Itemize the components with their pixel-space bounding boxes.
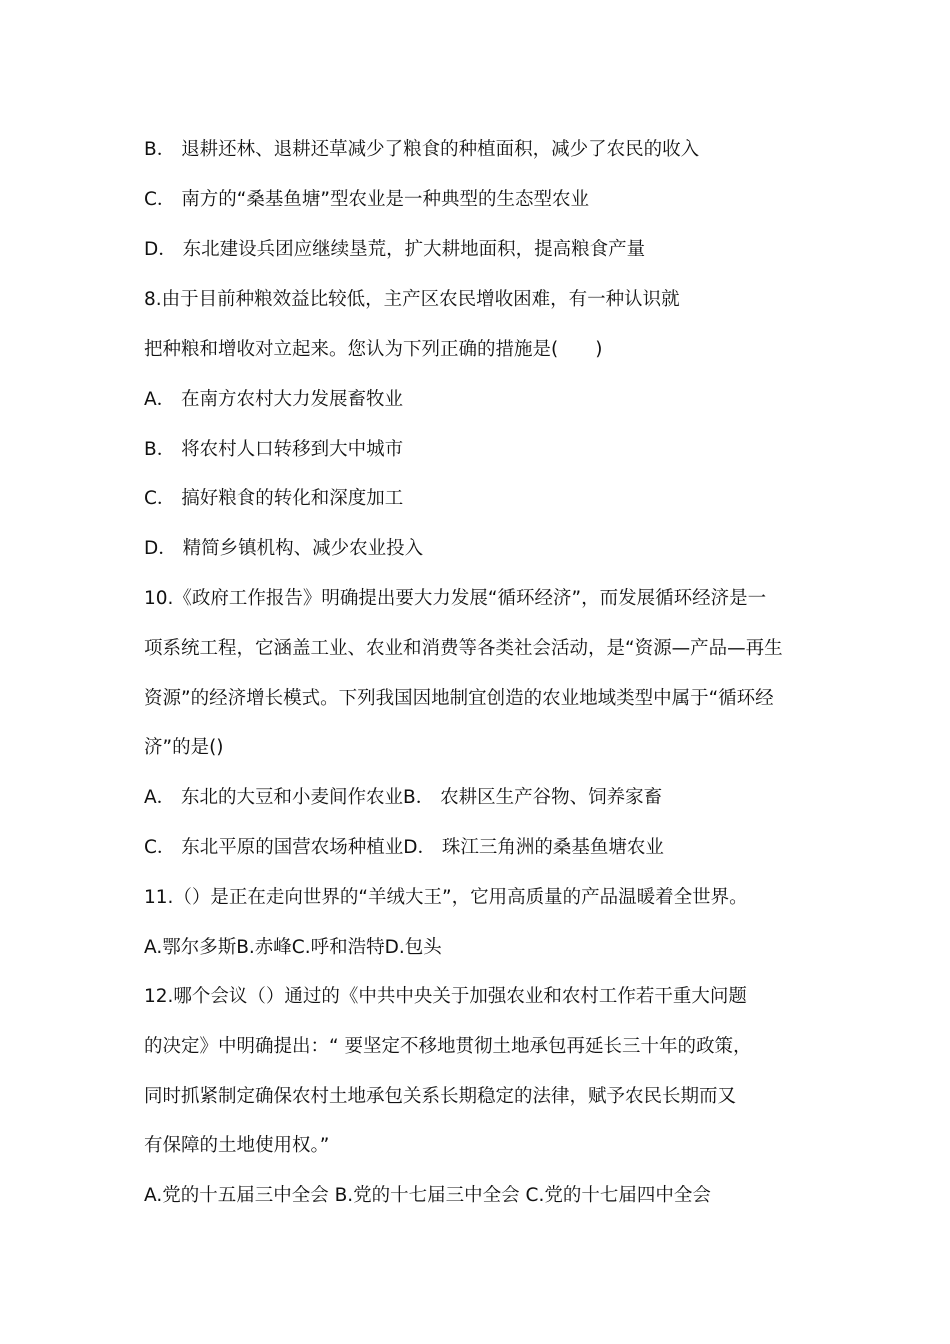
q10-stem-line-4: 济”的是() <box>144 737 224 758</box>
q11-options: A.鄂尔多斯B.赤峰C.呼和浩特D.包头 <box>144 937 442 958</box>
q8-option-d: D． 精简乡镇机构、减少农业投入 <box>144 538 424 559</box>
q8-option-a: A． 在南方农村大力发展畜牧业 <box>144 389 404 410</box>
q12-stem-line-3: 同时抓紧制定确保农村土地承包关系长期稳定的法律，赋予农民长期而又 <box>144 1086 737 1107</box>
q7-option-d: D． 东北建设兵团应继续垦荒，扩大耕地面积，提高粮食产量 <box>144 239 646 260</box>
q11-stem: 11.（）是正在走向世界的“羊绒大王”，它用高质量的产品温暖着全世界。 <box>144 887 748 908</box>
q8-option-c: C． 搞好粮食的转化和深度加工 <box>144 488 404 509</box>
q10-stem-line-2: 项系统工程，它涵盖工业、农业和消费等各类社会活动，是“资源—产品—再生 <box>144 638 783 659</box>
q10-options-line-1: A． 东北的大豆和小麦间作农业B． 农耕区生产谷物、饲养家畜 <box>144 787 663 808</box>
q10-stem-line-3: 资源”的经济增长模式。下列我国因地制宜创造的农业地域类型中属于“循环经 <box>144 688 774 709</box>
q12-stem-line-2: 的决定》中明确提出：“ 要坚定不移地贯彻土地承包再延长三十年的政策， <box>144 1036 752 1057</box>
q7-option-c: C． 南方的“桑基鱼塘”型农业是一种典型的生态型农业 <box>144 189 589 210</box>
q12-stem-line-4: 有保障的土地使用权。” <box>144 1135 330 1156</box>
q12-options-line-1: A.党的十五届三中全会 B.党的十七届三中全会 C.党的十七届四中全会 <box>144 1185 711 1206</box>
q8-stem-line-1: 8.由于目前种粮效益比较低，主产区农民增收困难，有一种认识就 <box>144 289 680 310</box>
q8-option-b: B． 将农村人口转移到大中城市 <box>144 439 404 460</box>
q10-stem-line-1: 10.《政府工作报告》明确提出要大力发展“循环经济”，而发展循环经济是一 <box>144 588 767 609</box>
q12-stem-line-1: 12.哪个会议（）通过的《中共中央关于加强农业和农村工作若干重大问题 <box>144 986 747 1007</box>
q7-option-b: B． 退耕还林、退耕还草减少了粮食的种植面积，减少了农民的收入 <box>144 139 700 160</box>
q8-stem-line-2: 把种粮和增收对立起来。您认为下列正确的措施是( ) <box>144 339 603 360</box>
q10-options-line-2: C． 东北平原的国营农场种植业D． 珠江三角洲的桑基鱼塘农业 <box>144 837 664 858</box>
